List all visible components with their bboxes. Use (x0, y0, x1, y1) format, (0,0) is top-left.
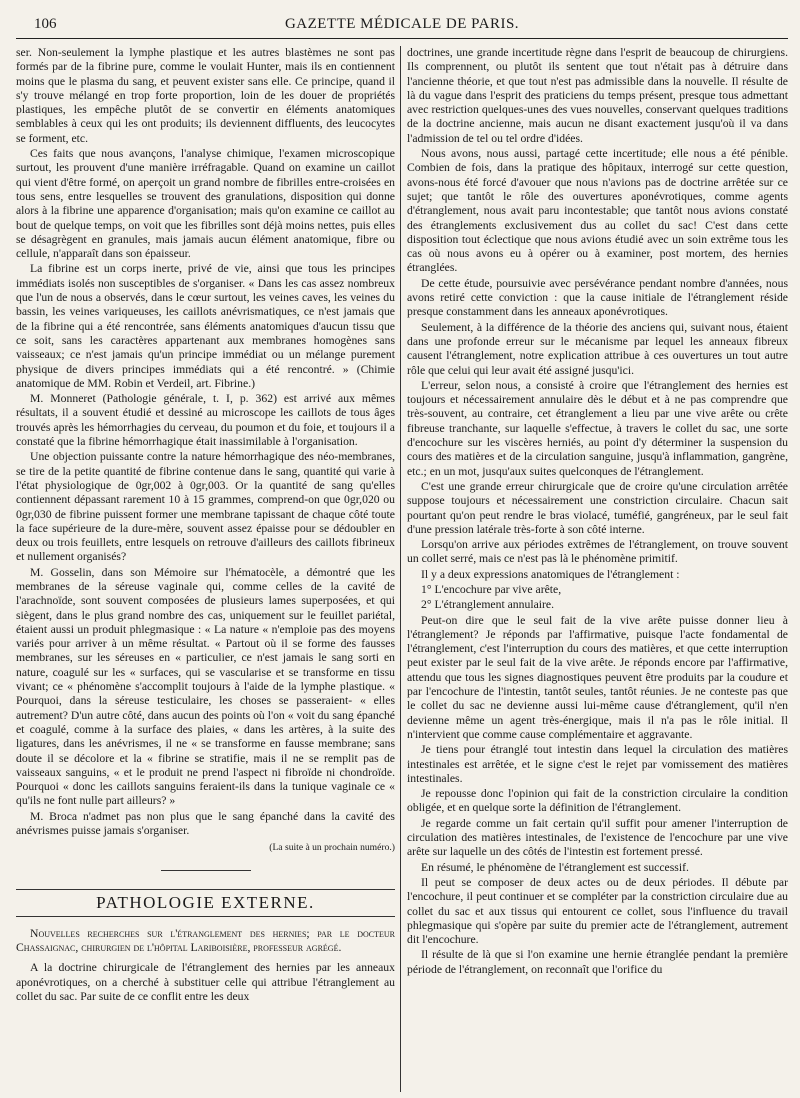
journal-title: GAZETTE MÉDICALE DE PARIS. (284, 16, 520, 32)
article-heading: Nouvelles recherches sur l'étranglement des hernies; par le docteur Chassaignac, chirurgien de l'hôpital Lariboisière, professeur agrégé. (16, 926, 395, 954)
paragraph: En résumé, le phénomène de l'étranglement est successif. (421, 860, 689, 874)
page-number: 106 (34, 16, 57, 32)
paragraph: De cette étude, poursuivie avec persévérance pendant nombre d'années, nous avons retiré cette conviction : que la cause initiale de l'étranglement réside presque constamment dans les anneaux aponévrotiques. (407, 276, 788, 319)
paragraph: Il peut se composer de deux actes ou de deux périodes. Il débute par l'encochure, il peut continuer et se compléter par la constriction circulaire due au collet du sac et aux tissus qui entourent ce collet, sous l'influence du travail phlegmasique qui s'opère par suite du premier acte de l'étranglement, autrement dit l'encochure. (407, 875, 788, 947)
paragraph: Je repousse donc l'opinion qui fait de la constriction circulaire la condition obligée, et en quelque sorte la définition de l'étranglement. (407, 787, 788, 815)
paragraph: Nous avons, nous aussi, partagé cette incertitude; elle nous a été pénible. Combien de fois, dans la pratique des hôpitaux, interrogé sur cette question, avons-nous été forcé d'avouer que nous n'avions pas de doctrine arrêtée sur ce sujet; que tantôt le rôle des ouvertures aponévrotiques, comme agents d'étranglement, nous avait paru incontestable; que tantôt nous avions constaté des étranglements exclusivement dus au collet du sac! C'est dans cette disposition tout éclectique que nous avions étudié avec un soin extrême tous les cas où nous avons eu à opérer ou à examiner, post mortem, des hernies étranglées. (407, 147, 788, 275)
paragraph: Ces faits que nous avançons, l'analyse chimique, l'examen microscopique surtout, les prouvent d'une manière irréfragable. Quand on examine un caillot qui vient d'être formé, on aperçoit un grand nombre de fibrilles entre-croisées en tous sens, entre lesquelles se trouvent des granulations, disposition qui donne alors à la fibrine une apparence d'organisation; mais qu'on examine ce caillot au bout de quelque temps, on voit que les fibrilles sont déjà moins nettes, puis elles se désagrègent en granules, mais jamais aucun élément anatomique, fibre ou cellule, n'apparaît dans son épaisseur. (16, 147, 395, 261)
section-title: PATHOLOGIE EXTERNE. (16, 889, 395, 917)
paragraph: C'est une grande erreur chirurgicale que de croire qu'une circulation arrêtée suppose toujours et nécessairement une constriction circulaire. Chacun sait pourtant qu'on peut rendre le bras violacé, tuméfié, gangréneux, par le seul fait d'une pression latérale très-forte à son côté interne. (407, 479, 788, 536)
paragraph: Je tiens pour étranglé tout intestin dans lequel la circulation des matières intestinales est arrêtée, et le signe c'est le rejet par vomissement des matières intestinales. (407, 743, 788, 785)
continuation-note: (La suite à un prochain numéro.) (269, 842, 395, 854)
list-item: 1° L'encochure par vive arête, (421, 582, 562, 596)
paragraph: Une objection puissante contre la nature hémorrhagique des néo-membranes, se tire de la petite quantité de fibrine contenue dans le sang, quantité qui varie à l'état physiologique de 0gr,002 à 0gr,003. Or la quantité de sang qu'elles contiennent dépassant rarement 10 à 15 grammes, comprend-on que 0gr,020 ou 0gr,030 de fibrine puissent former une membrane tapissant de chaque côté toute la face supérieure de la dure-mère, souvent assez épaisse pour se dédoubler en deux ou trois feuillets, entre lesquels on retrouve d'ailleurs des caillots fibrineux et nullement organisés? (16, 450, 395, 564)
left-column (16, 46, 395, 1098)
paragraph: ser. Non-seulement la lymphe plastique et les autres blastèmes ne sont pas formés par de la fibrine pure, comme le voulait Hunter, mais ils en contiennent moins que le plasma du sang, et peuvent exister sans elle. Ce principe, quand il s'y trouve mélangé en trop forte proportion, loin de les douer de propriétés plastiques, les empêche plutôt de se convertir en éléments anatomiques semblables à ceux qui les ont produits; ils deviennent diffluents, des leucocytes se forment, etc. (16, 46, 395, 145)
paragraph: doctrines, une grande incertitude règne dans l'esprit de beaucoup de chirurgiens. Ils comprennent, ou plutôt ils sentent que tout n'était pas à détruire dans l'ancienne théorie, et que tout n'est pas admissible dans la nouvelle. Il résulte de là du vague dans l'esprit des praticiens du temps présent, presque tous admettant avec restriction quelques-unes des vues nouvelles, conservant quelques traditions de la doctrine ancienne, mais aucun ne disant exactement jusqu'où il va dans l'admission de tel ou tel ordre d'idées. (407, 46, 788, 145)
paragraph: Il résulte de là que si l'on examine une hernie étranglée pendant la première période de l'étranglement, on reconnaît que l'orifice du (407, 948, 788, 976)
paragraph: Je regarde comme un fait certain qu'il suffit pour amener l'interruption de circulation des matières intestinales, de l'existence de l'encochure par une vive arête sur laquelle un des côtés de l'intestin est fortement pressé. (407, 816, 788, 859)
right-column (407, 46, 788, 1098)
separator-rule (161, 870, 251, 871)
column-divider (400, 46, 401, 1092)
paragraph: M. Monneret (Pathologie générale, t. I, p. 362) est arrivé aux mêmes résultats, il a souvent étudié et dessiné au microscope les caillots de tous âges trouvés après les hémorrhagies du cerveau, du poumon et du foie, et toujours il a constaté que la fibrine hémorrhagique était inassimilable à l'organisation. (16, 392, 395, 449)
paragraph: M. Broca n'admet pas non plus que le sang épanché dans la cavité des anévrismes puisse jamais s'organiser. (16, 809, 395, 838)
paragraph: L'erreur, selon nous, a consisté à croire que l'étranglement des hernies est toujours et nécessairement annulaire dès le début et à ne pas comprendre que très-souvent, au contraire, cet étranglement a lieu par une vive arête ou crête fibreuse tranchante, sur laquelle s'effectue, à travers le collet du sac, une sorte d'encochure sur les viscères herniés, au point d'y déterminer la suspension du cours des matières et de la circulation sanguine, jusqu'à inflammation, gangrène, etc.; en un mot, jusqu'aux suites quelconques de l'étranglement. (407, 378, 788, 478)
page-header (16, 14, 788, 39)
paragraph: M. Gosselin, dans son Mémoire sur l'hématocèle, a démontré que les membranes de la séreuse vaginale qui, comme celles de la cavité de l'arachnoïde, sont souvent composées de plusieurs lames superposées, et qui siègent, dans le plus grand nombre des cas, uniquement sur le feuillet pariétal, étaient aussi un produit phlegmasique : « La nature « n'emploie pas des moyens variés pour arriver à un même résultat. « Partout où il se forme des fausses membranes, sur les séreuses en « particulier, ce n'est jamais le sang sorti en nature, coagulé sur les « surfaces, qui se vascularise et se transforme en tissu vivant; ce « phénomène s'accomplit toujours à l'aide de la lymphe plastique. « Pourquoi, dans la séreuse testiculaire, les choses se passeraient- « elles autrement? D'un autre côté, dans aucun des points où l'on « voit du sang épanché et coagulé, comme à la surface des plaies, « dans les artères, à la suite des ligatures, dans les anévrismes, il ne « se transforme en fausse membrane; sans doute il se décolore et la « fibrine se stratifie, mais il ne se remplit pas de vaisseaux sanguins, « et le produit ne prend l'aspect ni fibroïde ni chondroïde. Pourquoi « donc les caillots sanguins feraient-ils dans la tunique vaginale ce « qu'ils ne font nulle part ailleurs? » (16, 565, 395, 808)
article-columns (16, 46, 788, 1098)
paragraph: Peut-on dire que le seul fait de la vive arête puisse donner lieu à l'étranglement? Je réponds par l'affirmative, puisque l'acte fondamental de l'étranglement, c'est l'interruption du cours des matières, et que cette interruption peut exister par le seul fait de la vive arête. Je réponds encore par l'affirmative, attendu que tous les signes diagnostiques peuvent être produits par la coudure et par l'encochure de l'intestin, tantôt seules, tantôt réunies. Je ne conteste pas que le collet du sac ne devienne aussi lui-même cause d'étranglement, qu'il n'en devienne même un agent très-énergique, mais il n'a pas le rôle initial. Il n'intervient que comme cause complémentaire et aggravante. (407, 613, 788, 741)
paragraph: Il y a deux expressions anatomiques de l'étranglement : (421, 567, 680, 581)
paragraph: Lorsqu'on arrive aux périodes extrêmes de l'étranglement, on trouve souvent un collet serré, mais ce n'est pas là le phénomène primitif. (407, 538, 788, 566)
paragraph: A la doctrine chirurgicale de l'étranglement des hernies par les anneaux aponévrotiques, on a cherché à substituer celle qui attribue l'étranglement au collet du sac. Par suite de ce conflit entre les deux (16, 961, 395, 1003)
paragraph: La fibrine est un corps inerte, privé de vie, ainsi que tous les principes immédiats isolés non susceptibles de s'organiser. « Dans les cas assez nombreux que l'un de nous a observés, dans le cœur surtout, les veines caves, les veines du bassin, les veines variqueuses, les caillots anévrismatiques, ce n'est jamais que de la fibrine qui a été rencontrée, sans éléments anatomiques d'aucun tissu que ce soit, sans les caractères appartenant aux membranes homogènes sans vaisseaux; ce n'est jamais qu'un principe immédiat ou un mélange purement physique de divers principes immédiats qui a été rencontré. » (Chimie anatomique de MM. Robin et Verdeil, art. Fibrine.) (16, 262, 395, 390)
paragraph: Seulement, à la différence de la théorie des anciens qui, suivant nous, étaient dans une profonde erreur sur le mécanisme par lequel les anneaux fibreux causent l'étranglement, notre explication attribue à ces ouvertures un tout autre rôle que celui qui leur avait été assigné jusqu'ici. (407, 320, 788, 377)
list-item: 2° L'étranglement annulaire. (421, 598, 555, 612)
